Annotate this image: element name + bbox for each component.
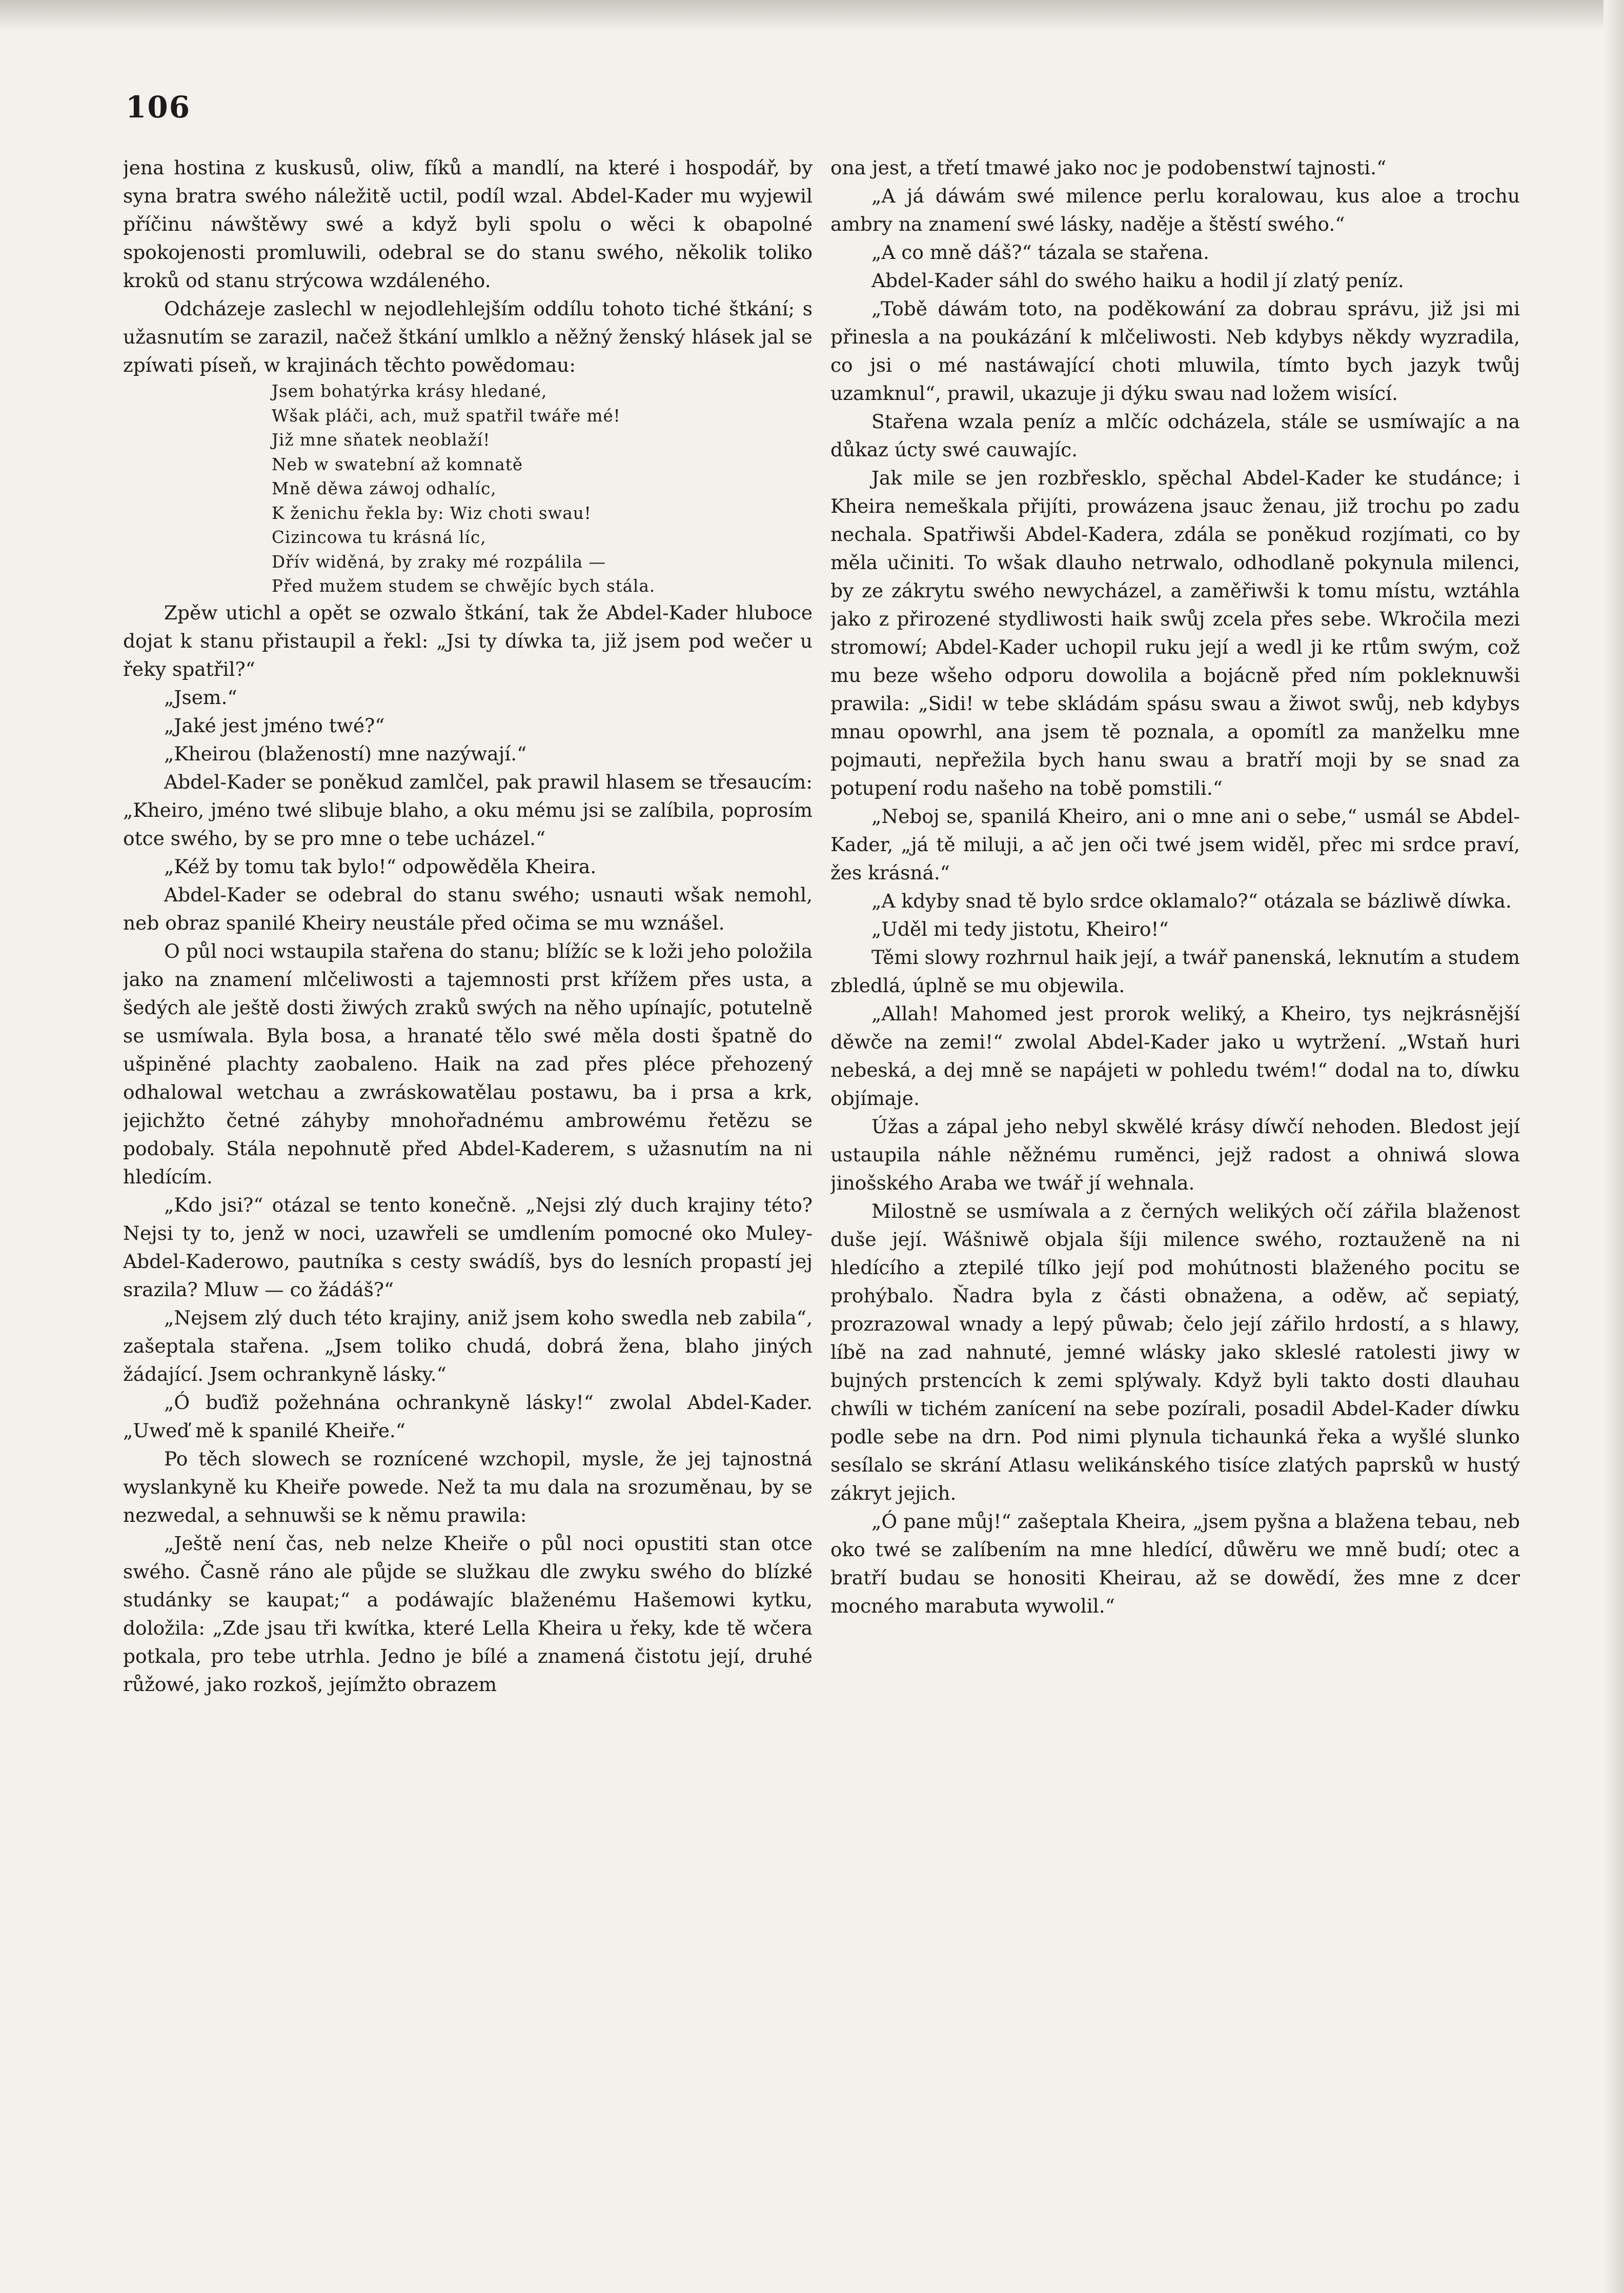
poem-line: Dřív widěná, by zraky mé rozpálila —	[272, 552, 606, 572]
poem-line: Wšak pláči, ach, muž spatřil twáře mé!	[272, 406, 621, 426]
paragraph: „A já dáwám swé milence perlu koralowau, kus aloe a trochu ambry na znamení swé lásky, naděje a štěstí swého.“	[830, 185, 1520, 235]
paragraph: ona jest, a třetí tmawé jako noc je podobenstwí tajnosti.“	[830, 156, 1387, 179]
page-number: 106	[126, 90, 191, 125]
paragraph: Odcházeje zaslechl w nejodlehlejším oddílu tohoto tiché štkání; s užasnutím se zarazil, načež štkání umlklo a něžný ženský hlásek jal se zpíwati píseň, w krajinách těchto powědomau:	[123, 297, 813, 376]
poem-line: K ženichu řekla by: Wiz choti swau!	[272, 503, 592, 523]
poem	[272, 379, 813, 599]
poem-line: Neb w swatební až komnatě	[272, 454, 523, 474]
left-column	[123, 154, 813, 2118]
paragraph: „Jsem.“	[164, 686, 237, 709]
paragraph: Jak mile se jen rozbřesklo, spěchal Abdel-Kader ke studánce; i Kheira nemeškala přijíti, prowázena jsauc ženau, již trochu po zadu nechala. Spatřiwši Abdel-Kadera, zdála se poněkud rozjímati, co by měla učiniti. To wšak dlauho netrwalo, odhodlaně pokynula milenci, by ze zákrytu swého newycházel, a zaměřiwši k tomu místu, wztáhla jako z přirozené stydliwosti haik swůj zcela přes sebe. Wkročila mezi stromowí; Abdel-Kader uchopil ruku její a wedl ji ke rtům swým, což mu beze wšeho odporu dowolila a bojácně před ním pokleknuwši prawila: „Sidi! w tebe skládám spásu swau a žiwot swůj, neb kdybys mnau opowrhl, ana jsem tě poznala, a opomítl za manželku mne pojmauti, nepřežila bych hanu swau a bratří moji by se snad za potupení rodu našeho na tobě pomstili.“	[830, 467, 1520, 799]
page-right-edge	[1603, 0, 1624, 2293]
paragraph: Zpěw utichl a opět se ozwalo štkání, tak že Abdel-Kader hluboce dojat k stanu přistaupil a řekl: „Jsi ty díwka ta, již jsem pod wečer u řeky spatřil?“	[123, 601, 813, 680]
paragraph: „Ó buďiž požehnána ochrankyně lásky!“ zwolal Abdel-Kader. „Uweď mě k spanilé Kheiře.“	[123, 1391, 813, 1442]
paragraph: „A kdyby snad tě bylo srdce oklamalo?“ otázala se bázliwě díwka.	[871, 890, 1512, 912]
poem-line: Před mužem studem se chwějíc bych stála.	[272, 576, 656, 596]
paragraph: „Kdo jsi?“ otázal se tento konečně. „Nejsi zlý duch krajiny této? Nejsi ty to, jenž w noci, uzawřeli se umdlením pomocné oko Muley-Abdel-Kaderowo, pautníka s cesty swádíš, bys do lesních propastí jej srazila? Mluw — co žádáš?“	[123, 1193, 813, 1301]
paragraph: „Ó pane můj!“ zašeptala Kheira, „jsem pyšna a blažena tebau, neb oko twé se zalíbením na mne hledící, důwěru we mně budí; otec a bratří budau se honositi Kheirau, až se dowědí, žes mne z dcer mocného marabuta wywolil.“	[830, 1510, 1520, 1617]
paragraph: „Allah! Mahomed jest prorok weliký, a Kheiro, tys nejkrásnější děwče na zemi!“ zwolal Abdel-Kader jako u wytržení. „Wstaň huri nebeská, a dej mně se napájeti w pohledu twém!“ dodal na to, díwku objímaje.	[830, 1002, 1520, 1110]
paragraph: O půl noci wstaupila stařena do stanu; blížíc se k loži jeho položila jako na znamení mlčeliwosti a tajemnosti prst křížem přes usta, a šedých ale ještě dosti žiwých zraků swých na něho upínajíc, potutelně se usmíwala. Byla bosa, a hranaté tělo swé měla dosti špatně do ušpiněné plachty zaobaleno. Haik na zad přes pléce přehozený odhalowal wetchau a zwráskowatělau postawu, ba i prsa a krk, jejichžto četné záhyby mnohořadnému ambrowému řetězu se podobaly. Stála nepohnutě před Abdel-Kaderem, s užasnutím na ni hledícím.	[123, 939, 813, 1188]
paragraph: jena hostina z kuskusů, oliw, fíků a mandlí, na které i hospodář, by syna bratra swého náležitě uctil, podíl wzal. Abdel-Kader mu wyjewil příčinu náwštěwy swé a když byli spolu o wěci k obapolné spokojenosti promluwili, odebral se do stanu swého, několik toliko kroků od stanu strýcowa wzdáleného.	[123, 156, 813, 292]
paragraph: „Kéž by tomu tak bylo!“ odpowěděla Kheira.	[164, 855, 597, 878]
right-column	[830, 154, 1520, 2118]
paragraph: „Uděl mi tedy jistotu, Kheiro!“	[871, 918, 1169, 940]
paragraph: Abdel-Kader se odebral do stanu swého; usnauti wšak nemohl, neb obraz spanilé Kheiry neustále před očima se mu wznášel.	[123, 883, 813, 934]
paragraph: Milostně se usmíwala a z černých welikých očí zářila blaženost duše její. Wášniwě objala šíji milence swého, roztauženě na ni hledícího a ztepilé tílko její pod mohútnosti blaženého pocitu se prohýbalo. Ňadra byla z části obnažena, a oděw, ač sepiatý, prozrazowal wnady a lepý půwab; čelo její zářilo hrdostí, a s hlawy, líbě na zad nahnuté, jemné wlásky jako skleslé ratolesti jiwy w bujných prstencích k zemi splýwaly. Když byli takto dosti dlauhau chwíli w tichém zanícení na sebe pozírali, posadil Abdel-Kader díwku podle sebe na drn. Pod nimi plynula tichaunká řeka a wyšlé slunko sesílalo se skrání Atlasu welikánského tisíce zlatých paprsků w hustý zákryt jejich.	[830, 1200, 1520, 1504]
paragraph: „Kheirou (blažeností) mne nazýwají.“	[164, 742, 527, 765]
poem-line: Již mne sňatek neoblaží!	[272, 430, 491, 450]
paragraph: „Tobě dáwám toto, na poděkowání za dobrau správu, již jsi mi přinesla a na poukázání k mlčeliwosti. Neb kdybys někdy wyzradila, co jsi o mé nastáwající choti mluwila, tímto bych jazyk twůj uzamknul“, prawil, ukazuje ji dýku swau nad ložem wisící.	[830, 297, 1520, 405]
poem-line: Mně děwa záwoj odhalíc,	[272, 479, 497, 498]
paragraph: Úžas a zápal jeho nebyl skwělé krásy díwčí nehoden. Bledost její ustaupila náhle něžnému ruměnci, jejž radost a ohniwá slowa jinošského Araba we twář jí wehnala.	[830, 1115, 1520, 1194]
poem-line: Cizincowa tu krásná líc,	[272, 528, 486, 547]
paragraph: Abdel-Kader sáhl do swého haiku a hodil jí zlatý peníz.	[871, 269, 1404, 292]
paragraph: Po těch slowech se roznícené wzchopil, mysle, že jej tajnostná wyslankyně ku Kheiře powede. Než ta mu dala na srozuměnau, by se nezwedal, a sehnuwši se k němu prawila:	[123, 1447, 813, 1526]
paragraph: „Nejsem zlý duch této krajiny, aniž jsem koho swedla neb zabila“, zašeptala stařena. „Jsem toliko chudá, dobrá žena, blaho jiných žádající. Jsem ochrankyně lásky.“	[123, 1306, 813, 1385]
poem-line: Jsem bohatýrka krásy hledané,	[272, 381, 547, 401]
paragraph: Stařena wzala peníz a mlčíc odcházela, stále se usmíwajíc a na důkaz úcty swé cauwajíc.	[830, 410, 1520, 461]
paragraph: „Jaké jest jméno twé?“	[164, 714, 385, 737]
paragraph: Těmi slowy rozhrnul haik její, a twář panenská, leknutím a studem zbledlá, úplně se mu objewila.	[830, 946, 1520, 997]
paragraph: „Ještě není čas, neb nelze Kheiře o půl noci opustiti stan otce swého. Časně ráno ale půjde se služkau dle zwyku swého do blízké studánky se kaupat;“ a podáwajíc blaženému Hašemowi kytku, doložila: „Zde jsau tři kwítka, které Lella Kheira u řeky, kde tě wčera potkala, pro tebe utrhla. Jedno je bílé a znamená čistotu její, druhé růžowé, jako rozkoš, jejímžto obrazem	[123, 1532, 813, 1696]
paragraph: „Neboj se, spanilá Kheiro, ani o mne ani o sebe,“ usmál se Abdel-Kader, „já tě miluji, a ač jen oči twé jsem widěl, přec mi srdce praví, žes krásná.“	[830, 805, 1520, 884]
page-top-shadow	[0, 0, 1624, 31]
paragraph: Abdel-Kader se poněkud zamlčel, pak prawil hlasem se třesaucím: „Kheiro, jméno twé slibuje blaho, a oku mému jsi se zalíbila, poprosím otce swého, by se pro mne o tebe ucházel.“	[123, 770, 813, 850]
paragraph: „A co mně dáš?“ tázala se stařena.	[871, 241, 1209, 264]
